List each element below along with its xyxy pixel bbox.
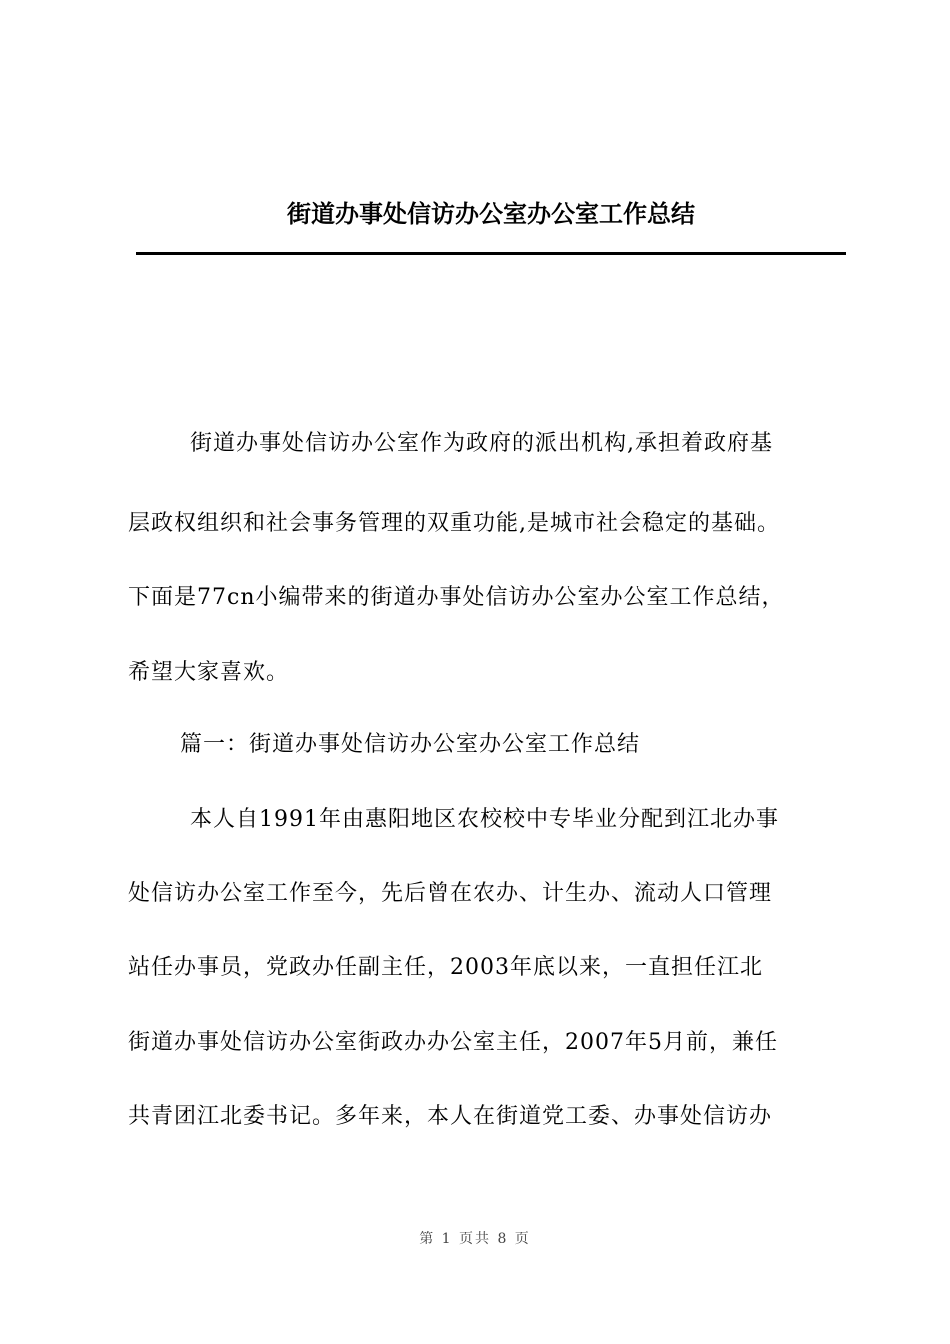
body-line-2: 处信访办公室工作至今，先后曾在农办、计生办、流动人口管理 bbox=[128, 881, 773, 906]
intro-line-1: 街道办事处信访办公室作为政府的派出机构,承担着政府基 bbox=[190, 431, 773, 456]
body-line-3: 站任办事员，党政办任副主任，2003年底以来，一直担任江北 bbox=[128, 955, 763, 980]
body-line-4: 街道办事处信访办公室街政办办公室主任，2007年5月前，兼任 bbox=[128, 1030, 778, 1055]
title-underline bbox=[136, 252, 846, 255]
intro-line-4: 希望大家喜欢。 bbox=[128, 660, 290, 685]
section-heading: 篇一：街道办事处信访办公室办公室工作总结 bbox=[180, 732, 641, 757]
document-title: 街道办事处信访办公室办公室工作总结 bbox=[287, 200, 695, 228]
intro-line-3: 下面是77cn小编带来的街道办事处信访办公室办公室工作总结， bbox=[128, 585, 785, 610]
page-number-footer: 第 1 页共 8 页 bbox=[419, 1231, 531, 1247]
intro-line-2: 层政权组织和社会事务管理的双重功能,是城市社会稳定的基础。 bbox=[128, 511, 780, 536]
body-line-5: 共青团江北委书记。多年来，本人在街道党工委、办事处信访办 bbox=[128, 1104, 773, 1129]
body-line-1: 本人自1991年由惠阳地区农校校中专毕业分配到江北办事 bbox=[190, 807, 779, 832]
